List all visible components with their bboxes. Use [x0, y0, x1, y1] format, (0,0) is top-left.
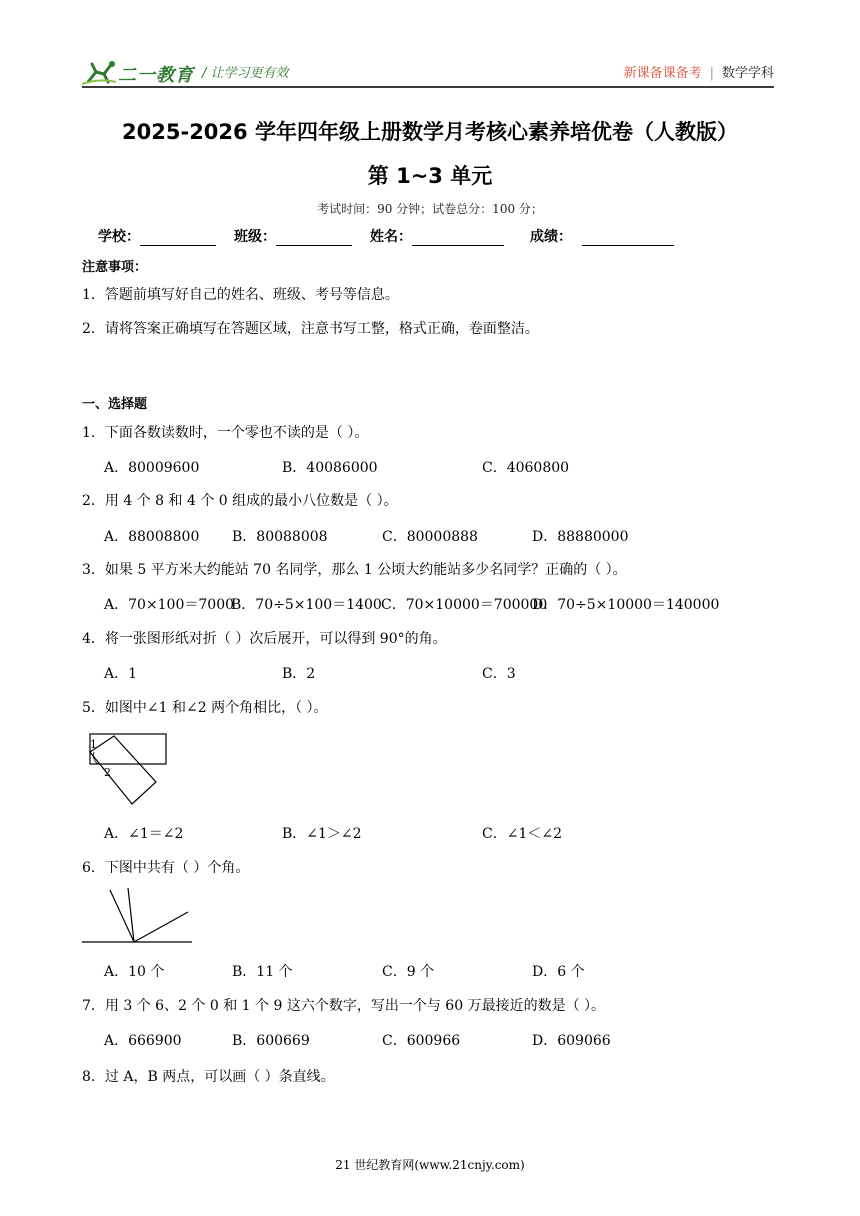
fig5-folded-strip: [90, 736, 156, 804]
field-score: [530, 226, 674, 246]
q4-option-a[interactable]: A．1: [104, 666, 138, 682]
q1-option-a[interactable]: A．80009600: [104, 460, 200, 476]
question-8: 8．过 A，B 两点，可以画（ ）条直线。: [82, 1069, 335, 1085]
q3-option-a[interactable]: A．70×100＝7000: [104, 597, 235, 613]
q2-option-b[interactable]: B．80088008: [232, 529, 328, 545]
field-score-blank[interactable]: [582, 229, 674, 246]
q6-option-a[interactable]: A．10 个: [104, 964, 165, 980]
field-school-blank[interactable]: [140, 229, 216, 246]
q4-option-c[interactable]: C．3: [482, 666, 516, 682]
q7-option-d[interactable]: D．609066: [532, 1033, 611, 1049]
logo-text: 二一教育: [118, 65, 194, 86]
footer-source: 21 世纪教育网(www.21cnjy.com): [335, 1158, 525, 1172]
fig5-rectangle: [90, 734, 166, 764]
angle-figure-q6: [82, 886, 194, 948]
question-5: 5．如图中∠1 和∠2 两个角相比，（ ）。: [82, 700, 328, 716]
q6-option-d[interactable]: D．6 个: [532, 964, 585, 980]
q7-option-c[interactable]: C．600966: [382, 1033, 461, 1049]
fig6-ray: [134, 912, 188, 942]
q4-option-b[interactable]: B．2: [282, 666, 316, 682]
fig6-ray: [110, 890, 134, 942]
q3-option-c[interactable]: C．70×10000＝700000: [381, 597, 548, 613]
field-name-blank[interactable]: [412, 229, 504, 246]
q6-option-c[interactable]: C．9 个: [382, 964, 435, 980]
q7-option-b[interactable]: B．600669: [232, 1033, 310, 1049]
question-6: 6．下图中共有（ ）个角。: [82, 860, 250, 876]
q2-option-d[interactable]: D．88880000: [532, 529, 629, 545]
notice-item: 2．请将答案正确填写在答题区域，注意书写工整，格式正确，卷面整洁。: [82, 321, 539, 337]
q5-option-c[interactable]: C．∠1＜∠2: [482, 826, 562, 842]
q3-option-d[interactable]: D．70÷5×10000＝140000: [532, 597, 720, 613]
field-score-label: 成绩：: [530, 229, 572, 245]
field-name-label: 姓名：: [370, 229, 412, 245]
slogan: / 让学习更有效: [202, 66, 289, 81]
q1-option-b[interactable]: B．40086000: [282, 460, 378, 476]
q2-option-a[interactable]: A．88008800: [104, 529, 200, 545]
header-divider: [82, 86, 774, 88]
q7-option-a[interactable]: A．666900: [104, 1033, 182, 1049]
header-subject: 数学学科: [721, 66, 774, 81]
q1-option-c[interactable]: C．4060800: [482, 460, 570, 476]
angle-figure-q5: [84, 730, 174, 810]
field-school: [98, 226, 216, 246]
header-right: [624, 62, 774, 81]
field-class-label: 班级：: [234, 229, 276, 245]
header-course-label: 新课备课备考: [623, 66, 702, 81]
notice-item: 1．答题前填写好自己的姓名、班级、考号等信息。: [82, 287, 399, 303]
q2-option-c[interactable]: C．80000888: [382, 529, 478, 545]
field-school-label: 学校：: [98, 229, 140, 245]
page-subtitle: 第 1~3 单元: [367, 164, 493, 188]
q5-option-a[interactable]: A．∠1＝∠2: [104, 826, 184, 842]
field-name: [370, 226, 504, 246]
question-1: 1．下面各数读数时，一个零也不读的是（ ）。: [82, 425, 369, 441]
header-separator: |: [709, 66, 714, 81]
question-4: 4．将一张图形纸对折（ ）次后展开，可以得到 90°的角。: [82, 631, 447, 647]
fig5-label-1: 1: [90, 738, 97, 751]
page-title: 2025-2026 学年四年级上册数学月考核心素养培优卷（人教版）: [122, 120, 738, 144]
notice-title: 注意事项：: [82, 260, 148, 275]
field-class: [234, 226, 352, 246]
q6-option-b[interactable]: B．11 个: [232, 964, 293, 980]
question-3: 3．如果 5 平方米大约能站 70 名同学，那么 1 公顷大约能站多少名同学？正确的（ ）。: [82, 562, 627, 578]
fig6-ray: [128, 888, 134, 942]
question-7: 7．用 3 个 6、2 个 0 和 1 个 9 这六个数字，写出一个与 60 万最接近的数是（ ）。: [82, 998, 606, 1014]
question-2: 2．用 4 个 8 和 4 个 0 组成的最小八位数是（ ）。: [82, 493, 398, 509]
field-class-blank[interactable]: [276, 229, 352, 246]
section-title: 一、选择题: [82, 397, 148, 412]
fig5-label-2: 2: [104, 766, 111, 779]
exam-info: 考试时间：90 分钟；试卷总分：100 分；: [317, 202, 543, 216]
q3-option-b[interactable]: B．70÷5×100＝1400: [231, 597, 382, 613]
q5-option-b[interactable]: B．∠1＞∠2: [282, 826, 362, 842]
